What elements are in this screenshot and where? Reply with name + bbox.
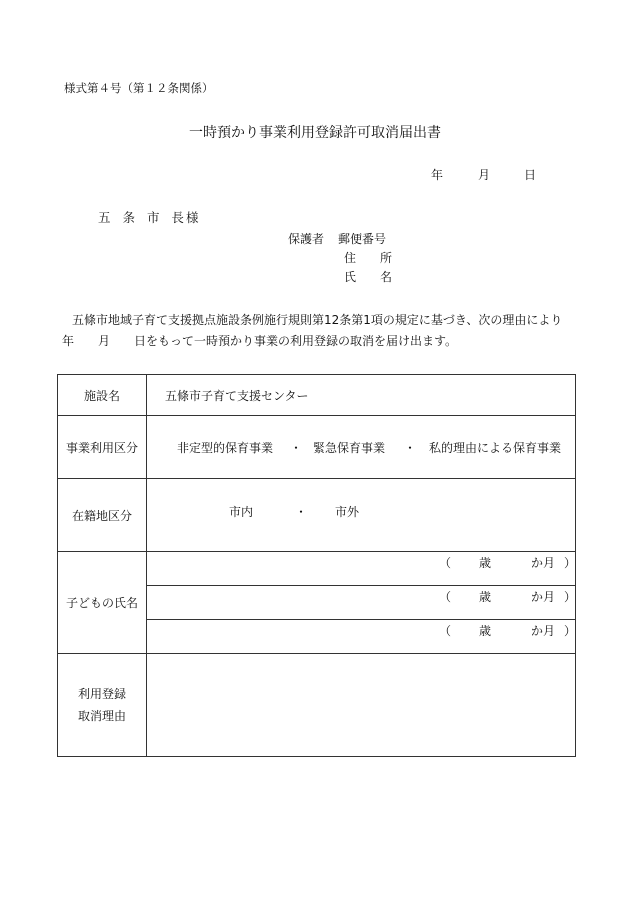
facility-value-cell[interactable] (147, 375, 576, 416)
child-name-label: 子どもの氏名 (58, 552, 147, 654)
body-text-line-2: 年 月 日をもって一時預かり事業の利用登録の取消を届け出ます。 (62, 334, 458, 348)
addressee-name: 五 条 市 長 (98, 210, 188, 225)
child-row (58, 552, 576, 654)
child-3-age-label: 歳 (479, 624, 492, 638)
address-label: 住 所 (344, 251, 393, 265)
usage-label: 事業利用区分 (58, 416, 147, 479)
facility-value: 五條市子育て支援センター (165, 388, 309, 403)
usage-option-emergency[interactable]: 緊急保育事業 (313, 441, 386, 455)
date-day-label: 日 (524, 168, 537, 182)
child-1-months-label: か月 (531, 556, 556, 570)
reason-label (58, 654, 147, 757)
usage-option-private[interactable]: 私的理由による保育事業 (429, 441, 562, 455)
child-entry-1[interactable] (147, 552, 575, 586)
facility-row (58, 375, 576, 416)
residence-option-outside[interactable]: 市外 (335, 505, 360, 519)
child-2-age-label: 歳 (479, 590, 492, 604)
residence-option-inside[interactable]: 市内 (229, 505, 254, 519)
child-2-close-paren: ） (564, 590, 577, 604)
child-1-open-paren: （ (439, 556, 452, 570)
child-2-open-paren: （ (439, 590, 452, 604)
form-number: 様式第４号（第１２条関係） (64, 81, 214, 95)
usage-separator-2: ・ (404, 441, 417, 455)
residence-options-cell[interactable] (147, 479, 576, 552)
residence-separator: ・ (295, 505, 308, 519)
registration-form-table (57, 374, 576, 757)
child-3-months-label: か月 (531, 624, 556, 638)
child-3-close-paren: ） (564, 624, 577, 638)
reason-row (58, 654, 576, 757)
child-1-close-paren: ） (564, 556, 577, 570)
body-text-line-1: 五條市地域子育て支援拠点施設条例施行規則第12条第1項の規定に基づき、次の理由により (72, 313, 563, 327)
reason-input-cell[interactable] (147, 654, 576, 757)
child-name-cell (147, 552, 576, 654)
date-month-label: 月 (478, 168, 491, 182)
reason-label-line-1: 利用登録 (77, 687, 126, 701)
residence-label: 在籍地区分 (58, 479, 147, 552)
document-title: 一時預かり事業利用登録許可取消届出書 (189, 125, 441, 141)
usage-separator-1: ・ (290, 441, 303, 455)
child-entry-3[interactable] (147, 620, 575, 653)
reason-label-line-2: 取消理由 (77, 709, 126, 723)
facility-label: 施設名 (58, 375, 147, 416)
postal-code-label: 郵便番号 (338, 232, 387, 246)
child-2-months-label: か月 (531, 590, 556, 604)
date-year-label: 年 (431, 168, 444, 182)
child-entry-2[interactable] (147, 586, 575, 620)
child-3-open-paren: （ (439, 624, 452, 638)
name-label: 氏 名 (344, 270, 393, 284)
child-1-age-label: 歳 (479, 556, 492, 570)
residence-row (58, 479, 576, 552)
usage-options-cell[interactable] (147, 416, 576, 479)
usage-option-atypical[interactable]: 非定型的保育事業 (177, 441, 274, 455)
usage-row (58, 416, 576, 479)
addressee-honorific: 様 (186, 210, 199, 225)
guardian-label: 保護者 (288, 232, 325, 246)
